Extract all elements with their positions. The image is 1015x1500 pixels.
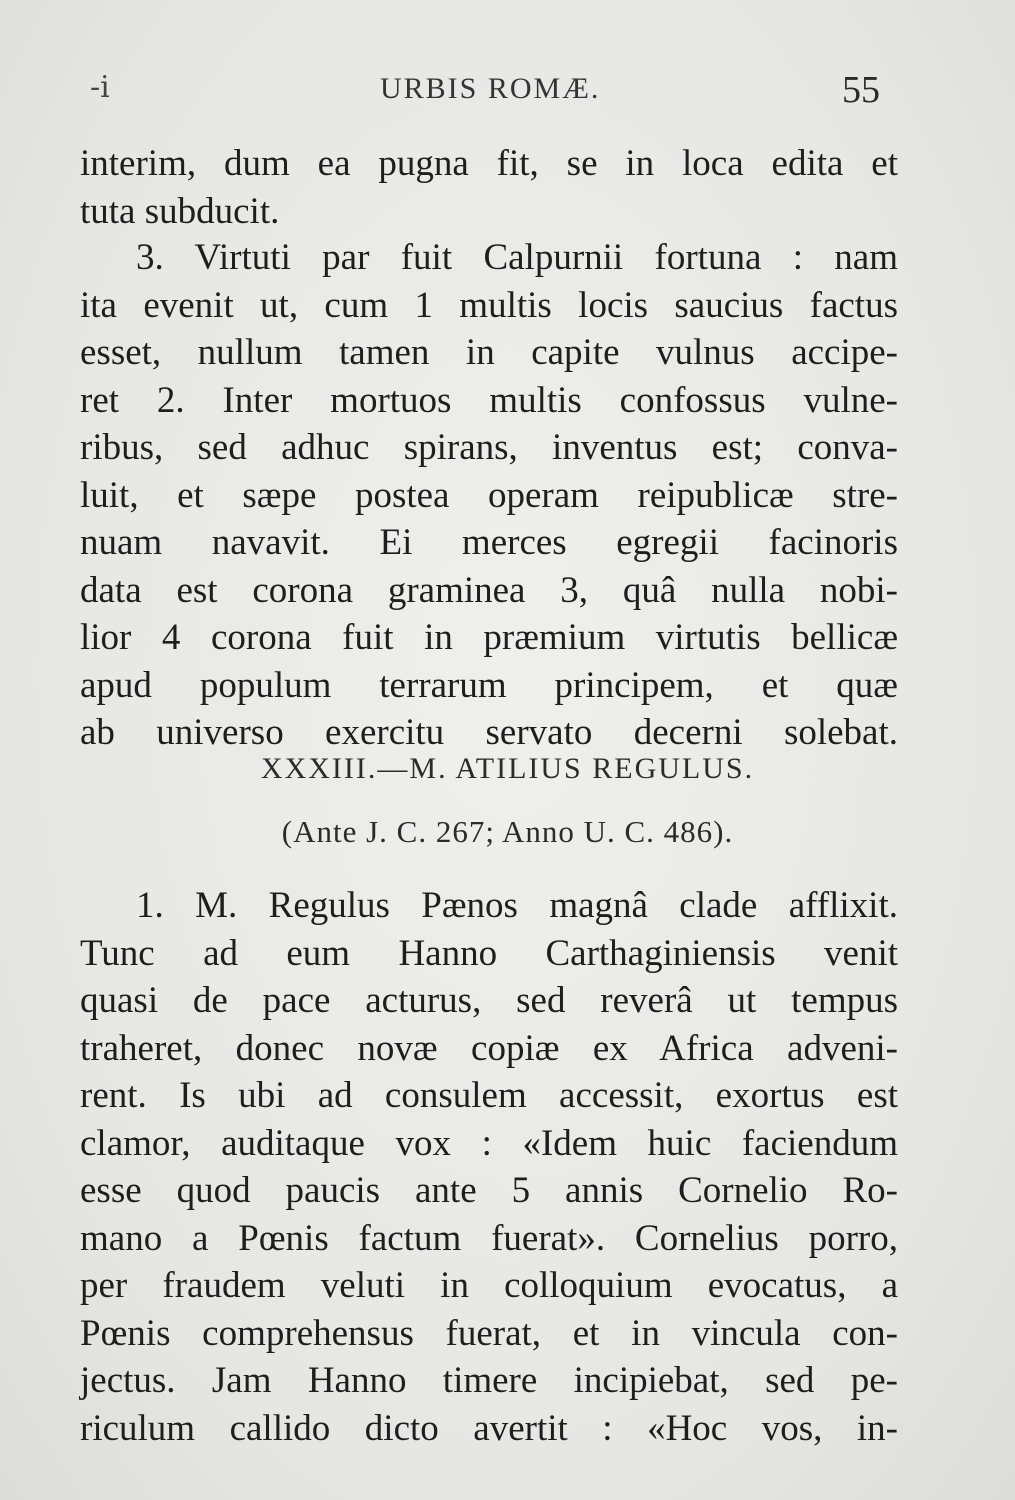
running-title: URBIS ROMÆ. — [380, 72, 601, 105]
text-line: per fraudem veluti in colloquium evocatus, a — [80, 1265, 898, 1306]
text-line: ribus, sed adhuc spirans, inventus est; conva- — [80, 427, 898, 468]
text-line: 1. M. Regulus Pænos magnâ clade afflixit. — [136, 885, 898, 926]
text-line: Tunc ad eum Hanno Carthaginiensis venit — [80, 932, 898, 974]
text-line: esset, nullum tamen in capite vulnus accipe- — [80, 332, 898, 373]
margin-mark: -i — [90, 70, 110, 105]
paragraph-intro — [80, 140, 898, 235]
text-line: riculum callido dicto avertit : «Hoc vos, in- — [80, 1407, 898, 1449]
text-line: clamor, auditaque vox : «Idem huic faciendum — [80, 1122, 898, 1164]
text-line: ret 2. Inter mortuos multis confossus vulne- — [80, 379, 898, 421]
text-line: jectus. Jam Hanno timere incipiebat, sed pe- — [80, 1360, 898, 1401]
paragraph-3 — [80, 234, 898, 757]
text-line: rent. Is ubi ad consulem accessit, exortus est — [80, 1075, 898, 1116]
page-number: 55 — [842, 69, 880, 111]
text-line: interim, dum ea pugna fit, se in loca edita et — [80, 143, 898, 184]
text-line: luit, et sæpe postea operam reipublicæ stre- — [80, 474, 898, 516]
running-head — [80, 62, 880, 112]
text-line: lior 4 corona fuit in præmium virtutis bellicæ — [80, 617, 898, 658]
text-line: ita evenit ut, cum 1 multis locis saucius factus — [80, 284, 898, 326]
text-line: mano a Pœnis factum fuerat». Cornelius porro, — [80, 1217, 898, 1259]
text-line: nuam navavit. Ei merces egregii facinoris — [80, 522, 898, 563]
text-line: data est corona graminea 3, quâ nulla nobi- — [80, 569, 898, 611]
text-line: apud populum terrarum principem, et quæ — [80, 664, 898, 706]
section-date: (Ante J. C. 267; Anno U. C. 486). — [281, 814, 734, 849]
section-heading: XXXIII.—M. ATILIUS REGULUS. — [260, 752, 755, 785]
text-line: quasi de pace acturus, sed reverâ ut tempus — [80, 980, 898, 1021]
text-line: 3. Virtuti par fuit Calpurnii fortuna : nam — [136, 237, 898, 278]
text-line: Pœnis comprehensus fuerat, et in vincula con- — [80, 1312, 898, 1354]
text-line: ab universo exercitu servato decerni solebat. — [80, 712, 898, 753]
paragraph-1 — [80, 882, 898, 1452]
text-line: tuta subducit. — [80, 190, 280, 232]
text-line: traheret, donec novæ copiæ ex Africa adveni- — [80, 1027, 898, 1069]
text-line: esse quod paucis ante 5 annis Cornelio Ro- — [80, 1170, 898, 1211]
